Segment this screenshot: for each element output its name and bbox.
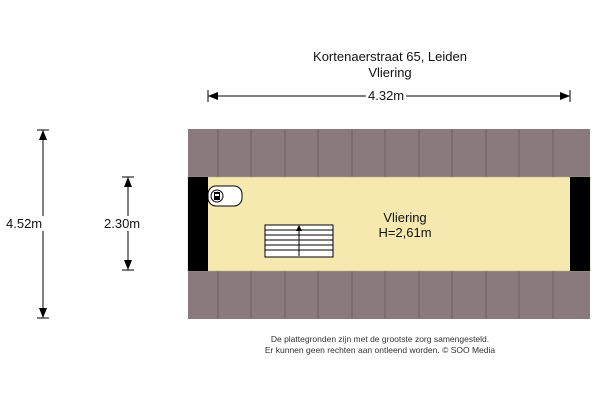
room-name: Vliering [383, 210, 427, 225]
roof-bottom [188, 271, 590, 319]
disclaimer-line-1: De plattegronden zijn met de grootste zorg samengesteld. [270, 334, 490, 344]
room-label [330, 210, 480, 240]
water-heater-icon [208, 186, 242, 206]
inner-depth-label: 2.30m [104, 216, 141, 231]
disclaimer [180, 334, 580, 356]
disclaimer-line-2: Er kunnen geen rechten aan ontleend worden. © SOO Media [264, 345, 496, 355]
address-title: Kortenaerstraat 65, Leiden [313, 49, 467, 64]
right-wall [570, 177, 590, 271]
left-wall [188, 177, 208, 271]
floor-title: Vliering [368, 65, 412, 80]
width-label: 4.32m [368, 88, 405, 103]
stairs-icon [265, 225, 333, 257]
total-depth-label: 4.52m [6, 216, 43, 231]
room-height: H=2,61m [378, 225, 432, 240]
roof-top [188, 129, 590, 177]
